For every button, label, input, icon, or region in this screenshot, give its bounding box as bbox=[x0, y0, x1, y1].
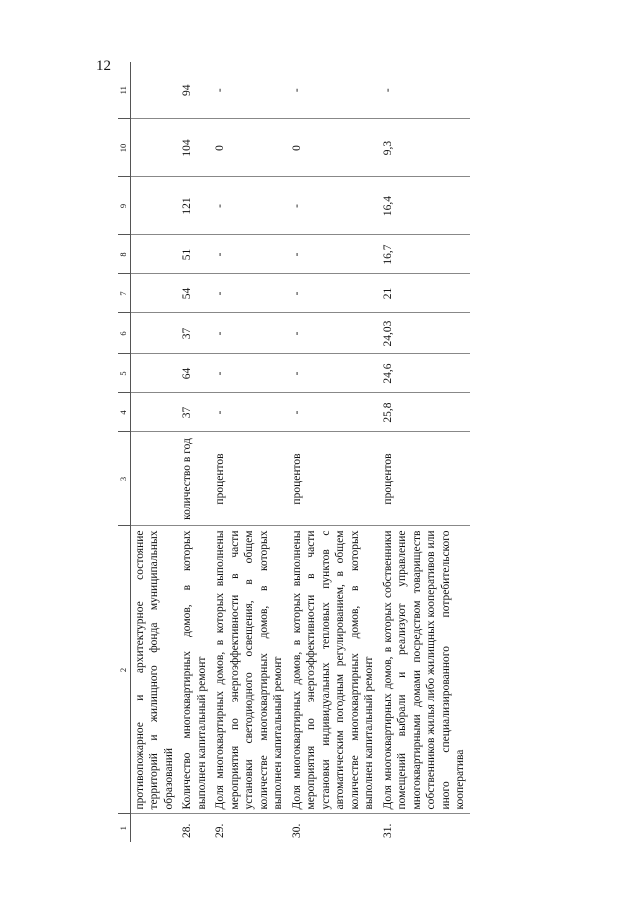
indicator-name: Доля многоквартирных домов, в которых выполнены мероприятия по энергоэффективности в части установки светодиодного освещения, в общем количестве многоквартирных домов, в которых выполнен капитальный ремонт bbox=[211, 526, 287, 814]
unit-of-measure: количество в год bbox=[178, 432, 211, 526]
indicator-value: 64 bbox=[178, 354, 211, 393]
column-number: 4 bbox=[118, 393, 131, 432]
indicator-value: 54 bbox=[178, 274, 211, 313]
indicator-value: - bbox=[211, 274, 287, 313]
indicator-value: 9,3 bbox=[379, 119, 470, 177]
indicator-value: 21 bbox=[379, 274, 470, 313]
indicator-value: 24,03 bbox=[379, 313, 470, 354]
indicator-value: 16,7 bbox=[379, 235, 470, 274]
indicator-name: Количество многоквартирных домов, в которых выполнен капитальный ремонт bbox=[178, 526, 211, 814]
indicator-value bbox=[131, 274, 179, 313]
indicator-value: - bbox=[211, 313, 287, 354]
page-number: 12 bbox=[96, 58, 111, 74]
indicator-value bbox=[131, 119, 179, 177]
column-number: 9 bbox=[118, 177, 131, 235]
indicator-value: 37 bbox=[178, 313, 211, 354]
indicator-value bbox=[131, 235, 179, 274]
unit-of-measure: процентов bbox=[288, 432, 379, 526]
indicator-value: - bbox=[211, 393, 287, 432]
unit-of-measure bbox=[131, 432, 179, 526]
column-number: 6 bbox=[118, 313, 131, 354]
indicator-name: противопожарное и архитектурное состояние территорий и жилищного фонда муниципальных образований bbox=[131, 526, 179, 814]
indicator-value bbox=[131, 393, 179, 432]
indicator-value: 16,4 bbox=[379, 177, 470, 235]
table-row bbox=[288, 62, 379, 842]
indicator-name: Доля многоквартирных домов, в которых собственники помещений выбрали и реализуют управление многоквартирными домами посредством товариществ собственников жилья либо жилищных кооперативов или иного специализированного потребительского кооператива bbox=[379, 526, 470, 814]
indicator-value: - bbox=[288, 235, 379, 274]
column-number: 7 bbox=[118, 274, 131, 313]
row-number bbox=[131, 814, 179, 842]
indicator-value: - bbox=[211, 235, 287, 274]
indicator-value bbox=[131, 62, 179, 119]
indicator-value bbox=[131, 313, 179, 354]
indicator-value: - bbox=[288, 274, 379, 313]
indicator-value: - bbox=[288, 62, 379, 119]
table-row bbox=[178, 62, 211, 842]
indicator-value: 51 bbox=[178, 235, 211, 274]
column-number: 11 bbox=[118, 62, 131, 119]
column-number-row bbox=[118, 62, 131, 842]
indicator-value: 121 bbox=[178, 177, 211, 235]
indicator-name: Доля многоквартирных домов, в которых выполнены мероприятия по энергоэффективности в части установки индивидуальных тепловых пунктов с автоматическим погодным регулированием, в общем количестве многоквартирных домов, в которых выполнен капитальный ремонт bbox=[288, 526, 379, 814]
indicator-value bbox=[131, 354, 179, 393]
column-number: 10 bbox=[118, 119, 131, 177]
row-number: 28. bbox=[181, 823, 194, 838]
table-row bbox=[211, 62, 287, 842]
table-row bbox=[131, 62, 179, 842]
unit-of-measure: процентов bbox=[211, 432, 287, 526]
indicator-value: - bbox=[288, 313, 379, 354]
row-number: 31. bbox=[381, 823, 394, 838]
indicator-value: 24,6 bbox=[379, 354, 470, 393]
indicator-value: 0 bbox=[288, 119, 379, 177]
unit-of-measure: процентов bbox=[379, 432, 470, 526]
column-number: 2 bbox=[118, 526, 131, 814]
indicator-value: 0 bbox=[211, 119, 287, 177]
indicator-value: - bbox=[211, 354, 287, 393]
table-row bbox=[379, 62, 470, 842]
indicator-value: - bbox=[288, 177, 379, 235]
indicator-value bbox=[131, 177, 179, 235]
indicator-value: - bbox=[211, 62, 287, 119]
indicator-value: - bbox=[288, 393, 379, 432]
indicator-value: - bbox=[288, 354, 379, 393]
row-number: 29. bbox=[214, 823, 227, 838]
rotated-table-container bbox=[118, 62, 530, 842]
indicator-value: 25,8 bbox=[379, 393, 470, 432]
indicator-value: 37 bbox=[178, 393, 211, 432]
indicator-value: 104 bbox=[178, 119, 211, 177]
indicator-value: - bbox=[211, 177, 287, 235]
column-number: 5 bbox=[118, 354, 131, 393]
indicators-table bbox=[118, 62, 470, 842]
column-number: 1 bbox=[118, 814, 131, 842]
indicator-value: - bbox=[379, 62, 470, 119]
row-number: 30. bbox=[290, 823, 303, 838]
column-number: 8 bbox=[118, 235, 131, 274]
indicator-value: 94 bbox=[178, 62, 211, 119]
column-number: 3 bbox=[118, 432, 131, 526]
